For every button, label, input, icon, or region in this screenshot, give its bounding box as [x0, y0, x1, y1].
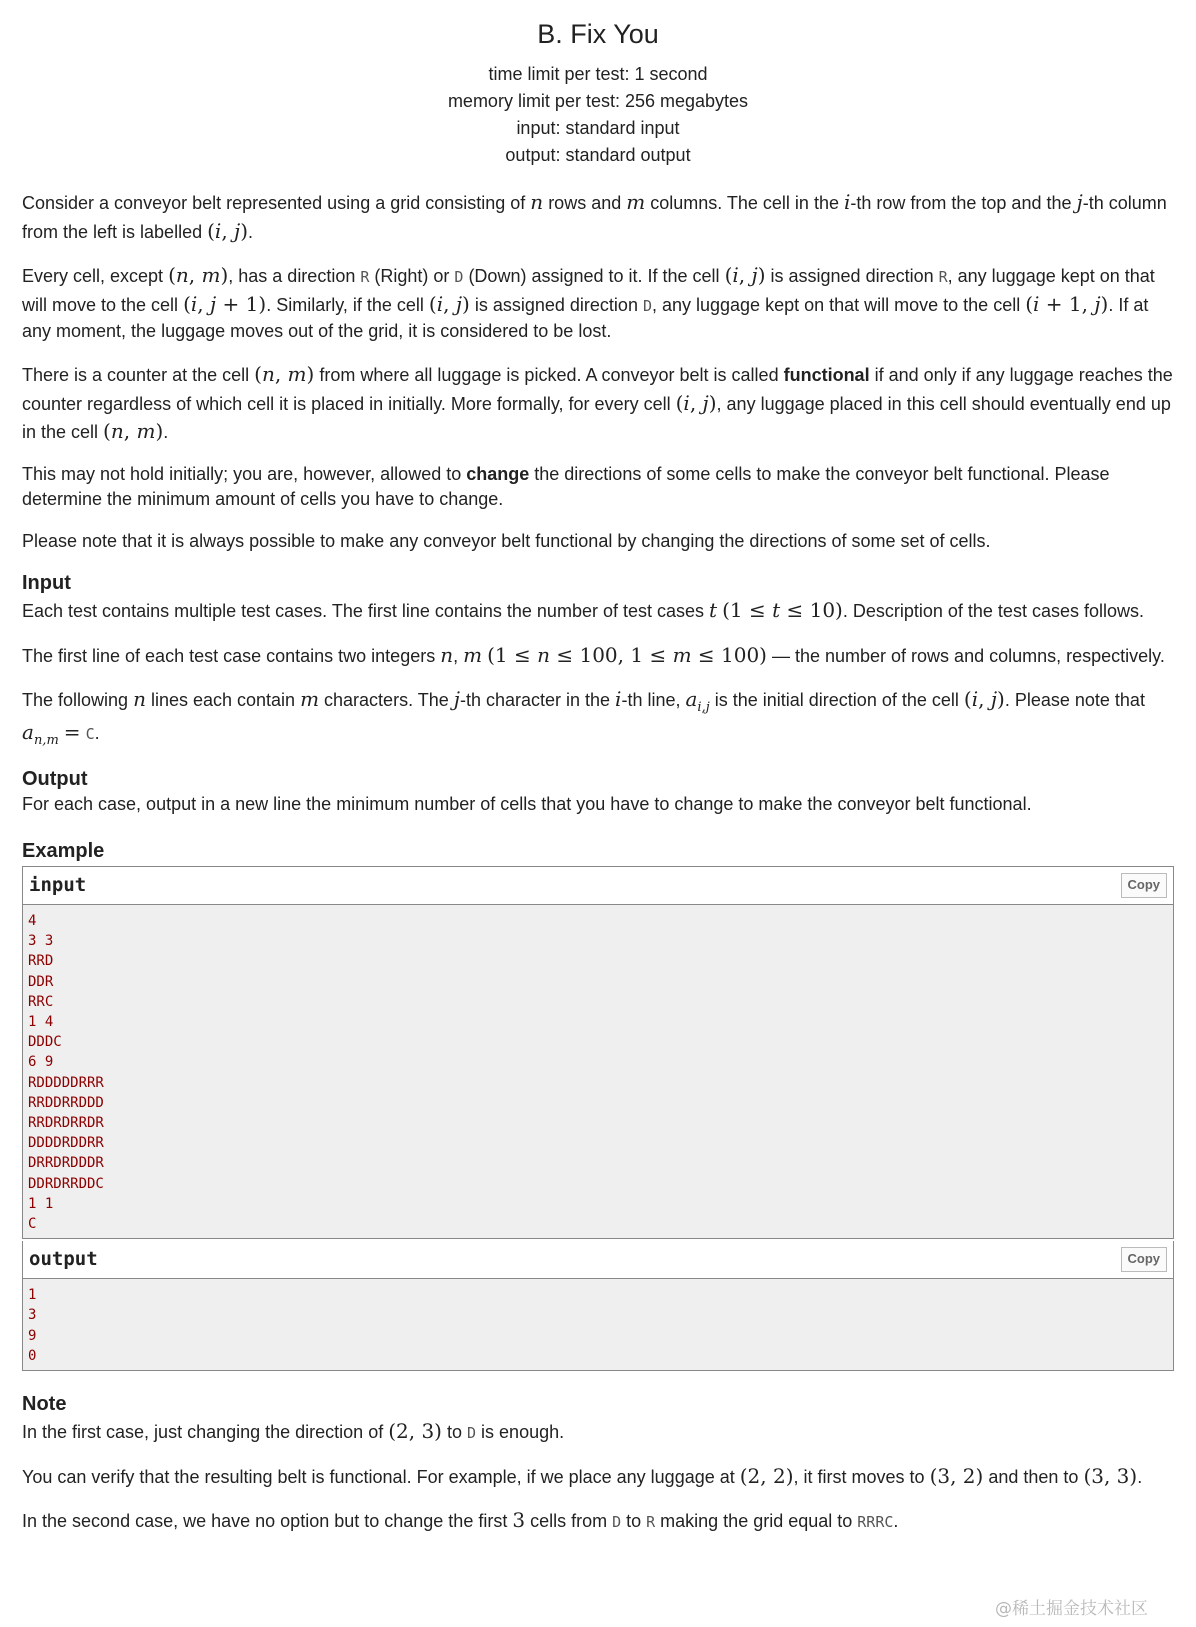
sample-line: 6 9 [28, 1054, 54, 1071]
example-section [22, 838, 1174, 1371]
sample-line: DDDDRDDRR [28, 1135, 104, 1152]
sample-line: DDDC [28, 1034, 62, 1051]
statement-paragraph: Consider a conveyor belt represented using a grid consisting of n rows and m columns. The cell in the i-th row from the top and the j-th column from the left is labelled (i, j). [22, 190, 1167, 243]
sample-line: 1 1 [28, 1195, 54, 1212]
sample-line: RRDRDRRDR [28, 1114, 104, 1131]
sample-line: 4 [28, 912, 37, 929]
sample-input-title: input [29, 873, 87, 896]
input-section [22, 570, 1174, 750]
input-spec: input: standard input [516, 118, 680, 139]
input-paragraph: The first line of each test case contains two integers n, m (1 ≤ n ≤ 100, 1 ≤ m ≤ 100) — the number of rows and columns, respectively. [22, 642, 1165, 667]
sample-line: 3 [28, 1307, 37, 1324]
sample-line: C [28, 1215, 37, 1232]
time-limit: time limit per test: 1 second [488, 64, 708, 85]
sample-line: RRC [28, 993, 54, 1010]
statement-paragraph: Every cell, except (n, m), has a direction R (Right) or D (Down) assigned to it. If the cell (i, j) is assigned direction R, any luggage kept on that will move to the cell (i, j + 1). Similarly, if the cell (i, j) is assigned direction D, any luggage kept on that will move to the cell (i + 1, j). If at any moment, the luggage moves out of the grid, it is considered to be lost. [22, 263, 1155, 341]
sample-input-body[interactable] [23, 905, 1173, 1238]
sample-input-header [23, 867, 1173, 905]
problem-statement [22, 188, 1174, 554]
sample-output-title: output [29, 1248, 98, 1271]
sample-line: 1 [28, 1287, 37, 1304]
output-section [22, 766, 1174, 818]
sample-line: DRRDRDDDR [28, 1155, 104, 1172]
example-title: Example [22, 839, 105, 862]
copy-input-button[interactable]: Copy [1121, 873, 1168, 897]
watermark: @稀土掘金技术社区 [995, 1598, 1148, 1619]
statement-paragraph: This may not hold initially; you are, however, allowed to change the directions of some cells to make the conveyor belt functional. Please determine the minimum amount of cells you have to change. [22, 463, 1110, 510]
note-paragraph: You can verify that the resulting belt is functional. For example, if we place any luggage at (2, 2), it first moves to (3, 2) and then to (3, 3). [22, 1463, 1143, 1488]
sample-line: RRDDRRDDD [28, 1094, 104, 1111]
note-paragraph: In the second case, we have no option but to change the first 3 cells from D to R making the grid equal to RRRC. [22, 1508, 899, 1533]
sample-input-block [22, 866, 1174, 1239]
sample-output-body[interactable] [23, 1279, 1173, 1370]
output-spec: output: standard output [505, 145, 691, 166]
sample-output-header [23, 1241, 1173, 1279]
output-paragraph: For each case, output in a new line the minimum number of cells that you have to change to make the conveyor belt functional. [22, 794, 1032, 815]
sample-line: RRD [28, 953, 54, 970]
sample-line: 1 4 [28, 1013, 54, 1030]
sample-line: 0 [28, 1347, 37, 1364]
sample-line: 3 3 [28, 933, 54, 950]
note-section [22, 1391, 1174, 1535]
sample-line: DDR [28, 973, 54, 990]
note-title: Note [22, 1392, 67, 1415]
sample-output-block [22, 1241, 1174, 1371]
output-section-title: Output [22, 768, 88, 791]
sample-line: DDRDRRDDC [28, 1175, 104, 1192]
note-paragraph: In the first case, just changing the direction of (2, 3) to D is enough. [22, 1418, 565, 1443]
input-paragraph: Each test contains multiple test cases. The first line contains the number of test cases t (1 ≤ t ≤ 10). Description of the test cases follows. [22, 598, 1144, 623]
memory-limit: memory limit per test: 256 megabytes [447, 91, 749, 112]
input-section-title: Input [22, 572, 71, 595]
input-paragraph: The following n lines each contain m characters. The j-th character in the i-th line, $a_{i,j}$ is the initial direction of the cell (i, j). Please note that $a_{n,m} = C$. [22, 687, 1145, 748]
statement-paragraph: There is a counter at the cell (n, m) from where all luggage is picked. A conveyor belt is called functional if and only if any luggage reaches the counter regardless of which cell it is placed in initially. More formally, for every cell (i, j), any luggage placed in this cell should eventually end up in the cell (n, m). [22, 362, 1173, 444]
copy-output-button[interactable]: Copy [1121, 1247, 1168, 1271]
statement-paragraph: Please note that it is always possible to make any conveyor belt functional by changing the directions of some set of cells. [22, 530, 991, 551]
problem-header [22, 0, 1174, 169]
sample-line: RDDDDDRRR [28, 1074, 104, 1091]
problem-title: B. Fix You [537, 19, 659, 49]
sample-line: 9 [28, 1327, 37, 1344]
